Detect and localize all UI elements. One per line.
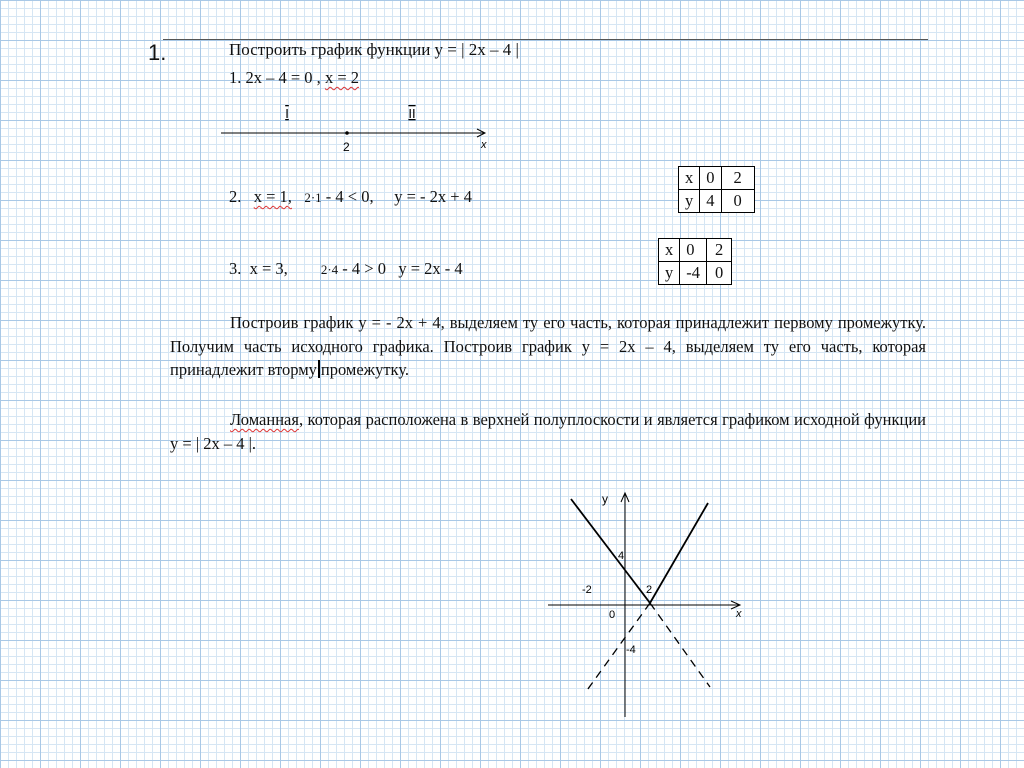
step-3 xyxy=(229,259,463,279)
table-row xyxy=(659,262,732,285)
step-1 xyxy=(229,68,359,88)
table-cell: 2 xyxy=(707,239,732,262)
value-table-1 xyxy=(678,166,755,213)
step-3-formula: у = 2х - 4 xyxy=(398,259,463,278)
graph-dashed-right xyxy=(650,603,710,687)
slide-number: 1. xyxy=(148,40,167,65)
step-2-inequality: - 4 < 0, xyxy=(325,187,374,206)
axis-label: х xyxy=(481,139,487,151)
label-neg2: -2 xyxy=(582,584,592,596)
step-1-equation: 1. 2х – 4 = 0 , xyxy=(229,68,325,87)
label-neg4: -4 xyxy=(626,644,636,656)
conclusion-first-word: Ломанная xyxy=(230,410,299,429)
step-2-formula: у = - 2х + 4 xyxy=(394,187,472,206)
label-0: 0 xyxy=(609,609,616,621)
number-line-point xyxy=(345,131,349,135)
conclusion-paragraph xyxy=(170,408,926,455)
table-row xyxy=(679,190,755,213)
table-row xyxy=(679,167,755,190)
table-cell: 4 xyxy=(700,190,721,213)
table-cell: -4 xyxy=(680,262,707,285)
x-axis-label: х xyxy=(736,608,742,620)
table-row xyxy=(659,239,732,262)
graph-dashed-left xyxy=(585,603,650,693)
value-table-2 xyxy=(658,238,732,285)
label-2: 2 xyxy=(646,584,653,596)
explanation-text: Построив график у = - 2х + 4, выделяем ту его часть, которая принадлежит первому промежутку. Получим часть исходного графика. Построив график у = 2х – 4, выделяем ту его часть, которая принадлежит вторму xyxy=(170,313,926,379)
table-cell: х xyxy=(659,239,680,262)
table-cell: у xyxy=(659,262,680,285)
step-2-x-value: х = 1, xyxy=(253,187,292,206)
point-label: 2 xyxy=(343,140,350,154)
step-3-x-value: х = 3, xyxy=(249,259,288,278)
step-2 xyxy=(229,187,472,207)
explanation-paragraph xyxy=(170,311,926,382)
interval-2-label: II xyxy=(408,106,416,121)
text-cursor xyxy=(318,360,320,378)
table-cell: х xyxy=(679,167,700,190)
table-cell: 2 xyxy=(721,167,754,190)
label-4: 4 xyxy=(618,550,625,562)
table-cell: 0 xyxy=(680,239,707,262)
table-cell: 0 xyxy=(721,190,754,213)
table-cell: у xyxy=(679,190,700,213)
y-axis-label: у xyxy=(602,492,608,506)
explanation-text-end: промежутку. xyxy=(320,360,410,379)
problem-title: Построить график функции у = | 2х – 4 | xyxy=(229,40,519,59)
conclusion-text: , которая расположена в верхней полуплоскости и является графиком исходной функции у = | 2х – 4 |. xyxy=(170,410,926,453)
step-3-inequality: - 4 > 0 xyxy=(342,259,386,278)
number-line xyxy=(215,98,505,158)
step-3-label: 3. xyxy=(229,259,242,278)
table-cell: 0 xyxy=(700,167,721,190)
step-1-root: х = 2 xyxy=(324,68,359,87)
table-cell: 0 xyxy=(707,262,732,285)
step-3-calc: 2·4 xyxy=(320,262,339,277)
step-2-calc: 2·1 xyxy=(304,190,322,205)
function-graph xyxy=(540,485,760,720)
interval-1-label: I xyxy=(285,106,289,121)
step-2-label: 2. xyxy=(229,187,242,206)
